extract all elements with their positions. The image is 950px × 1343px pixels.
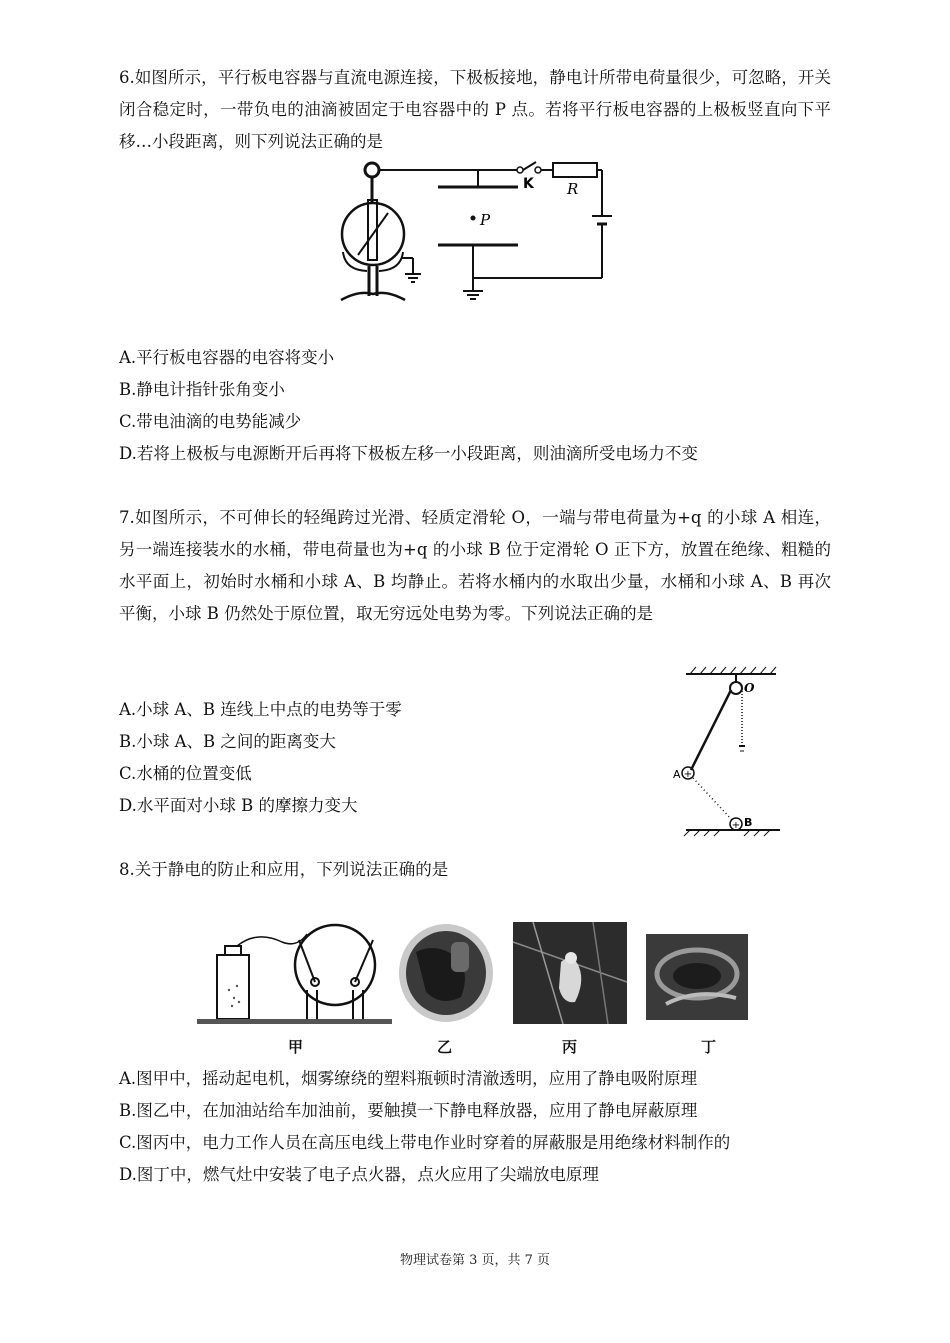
caption-jia: 甲	[288, 1038, 304, 1056]
resistor-r	[553, 163, 597, 177]
figure-ding	[646, 934, 748, 1020]
q6-option-c: C.带电油滴的电势能减少	[119, 412, 302, 431]
figure-jia	[197, 920, 392, 1026]
worker-in-shielding-suit	[559, 958, 581, 1002]
ball-b-label: B	[744, 816, 753, 829]
caption-bing: 丙	[562, 1038, 578, 1056]
q6-option-a: A.平行板电容器的电容将变小	[119, 348, 335, 367]
svg-text:+: +	[731, 820, 741, 831]
rope	[691, 690, 731, 770]
switch-k-label: K	[523, 176, 534, 192]
q7-pulley-figure	[673, 658, 788, 838]
q6-option-d: D.若将上极板与电源断开后再将下极板左移一小段距离，则油滴所受电场力不变	[119, 444, 698, 463]
resistor-r-label: R	[567, 180, 579, 198]
figure-yi	[396, 922, 496, 1024]
wire	[237, 934, 307, 946]
ball-a-label: A	[673, 768, 681, 781]
switch-k	[523, 162, 536, 170]
figure-bing	[513, 922, 627, 1024]
electroscope-needle	[358, 213, 388, 255]
q7-option-c: C.水桶的位置变低	[119, 764, 252, 783]
svg-text:+: +	[683, 769, 693, 780]
q8-option-c: C.图丙中，电力工作人员在高压电线上带电作业时穿着的屏蔽服是用绝缘材料制作的	[119, 1133, 731, 1152]
table-base	[197, 1019, 392, 1024]
q6-circuit-figure	[333, 158, 623, 306]
oil-drop-point	[471, 216, 476, 221]
q8-option-b: B.图乙中，在加油站给车加油前，要触摸一下静电释放器，应用了静电屏蔽原理	[119, 1101, 698, 1120]
q8-stem: 8.关于静电的防止和应用，下列说法正确的是	[119, 860, 449, 879]
caption-yi: 乙	[437, 1038, 453, 1056]
q7-stem: 7.如图所示，不可伸长的轻绳跨过光滑、轻质定滑轮 O，一端与带电荷量为+q 的小球 A 相连，另一端连接装水的水桶，带电荷量也为+q 的小球 B 位于定滑轮 O 正下方，放置在绝缘、粗糙的水平面上，初始时水桶和小球 A、B 均静止。若将水桶内的水取出少量，水桶和小球 A、B 再次平衡，小球 B 仍然处于原位置，取无穷远处电势为零。下列说法正确的是	[119, 508, 831, 623]
pulley-o-label: O	[744, 681, 755, 695]
plastic-bottle	[217, 955, 249, 1019]
q7-option-d: D.水平面对小球 B 的摩擦力变大	[119, 796, 358, 815]
electroscope-knob	[365, 163, 379, 177]
ab-line	[693, 778, 732, 820]
q6-stem: 6.如图所示，平行板电容器与直流电源连接，下极板接地，静电计所带电荷量很少，可忽略，开关闭合稳定时，一带负电的油滴被固定于电容器中的 P 点。若将平行板电容器的上极板竖直向下平移…小段距离，则下列说法正确的是	[119, 68, 831, 151]
page-footer: 物理试卷第 3 页，共 7 页	[399, 1253, 551, 1268]
q7-option-a: A.小球 A、B 连线上中点的电势等于零	[119, 700, 402, 719]
caption-ding: 丁	[701, 1038, 717, 1056]
q8-option-d: D.图丁中，燃气灶中安装了电子点火器，点火应用了尖端放电原理	[119, 1165, 599, 1184]
point-p-label: P	[480, 211, 491, 229]
q7-option-b: B.小球 A、B 之间的距离变大	[119, 732, 336, 751]
q8-option-a: A.图甲中，摇动起电机，烟雾缭绕的塑料瓶顿时清澈透明，应用了静电吸附原理	[119, 1069, 698, 1088]
pulley-o	[730, 682, 742, 694]
q6-option-b: B.静电计指针张角变小	[119, 380, 285, 399]
